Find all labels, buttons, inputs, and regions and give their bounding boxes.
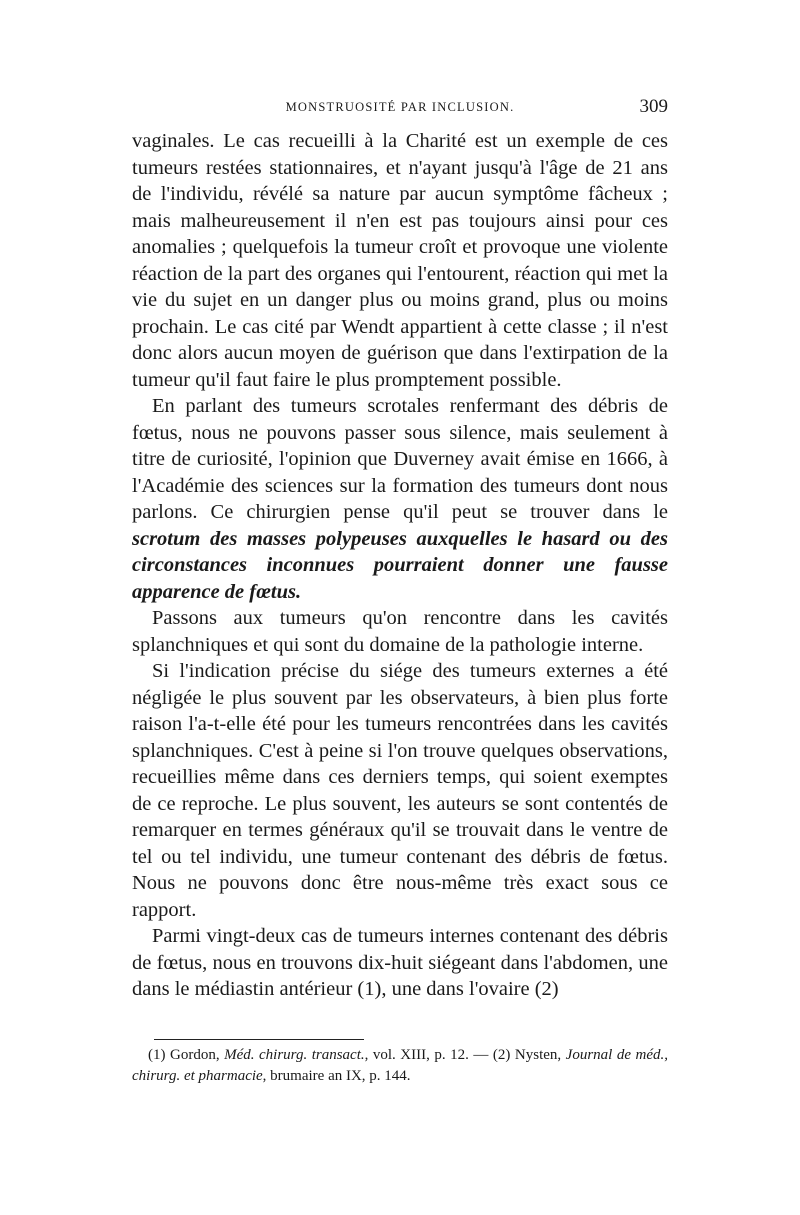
- paragraph-5: Parmi vingt-deux cas de tumeurs internes contenant des débris de fœtus, nous en trouvons dix-huit siégeant dans l'abdomen, une dans le médiastin antérieur (1), une dans l'ovaire (2): [132, 925, 668, 1000]
- footnotes: [132, 1045, 668, 1087]
- footnote-rule: [154, 1039, 364, 1040]
- footnote-1-source: Méd. chirurg. transact.: [224, 1047, 365, 1063]
- running-title: MONSTRUOSITÉ PAR INCLUSION.: [285, 100, 515, 114]
- paragraph-2: [132, 393, 668, 605]
- paragraph-1: vaginales. Le cas recueilli à la Charité est un exemple de ces tumeurs restées stationnaires, et n'ayant jusqu'à l'âge de 21 ans de l'individu, révélé sa nature par aucun symptôme fâcheux ; mais malheureusement il n'en est pas toujours ainsi pour ces anomalies ; quelquefois la tumeur croît et provoque une violente réaction de la part des organes qui l'entourent, réaction qui met la vie du sujet en un danger plus ou moins grand, plus ou moins prochain. Le cas cité par Wendt appartient à cette classe ; il n'est donc alors aucun moyen de guérison que dans l'extirpation de la tumeur qu'il faut faire le plus promptement possible.: [132, 130, 668, 391]
- footnote-block: [132, 1045, 668, 1087]
- page-number: 309: [639, 96, 668, 117]
- body-text: [132, 128, 668, 1003]
- footnote-1-prefix: (1) Gordon,: [148, 1047, 225, 1063]
- paragraph-4: Si l'indication précise du siége des tumeurs externes a été négligée le plus souvent par les observateurs, à bien plus forte raison l'a-t-elle été pour les tumeurs rencontrées dans les cavités splanchniques. C'est à peine si l'on trouve quelques observations, recueillies même dans ces derniers temps, qui soient exemptes de ce reproche. Le plus souvent, les auteurs se sont contentés de remarquer en termes généraux qu'il se trouvait dans le ventre de tel ou tel individu, une tumeur contenant des débris de fœtus. Nous ne pouvons donc être nous-même très exact sous ce rapport.: [132, 660, 668, 921]
- footnote-1-ref: , vol. XIII, p. 12. — (2) Nysten,: [364, 1047, 566, 1063]
- page-header: [132, 96, 668, 122]
- paragraph-3: Passons aux tumeurs qu'on rencontre dans les cavités splanchniques et qui sont du domaine de la pathologie interne.: [132, 607, 668, 656]
- footnote-2-ref: , brumaire an IX, p. 144.: [262, 1068, 411, 1084]
- footnote-2-source: Journal de méd., chirurg. et pharmacie: [132, 1047, 668, 1084]
- paragraph-2-text: En parlant des tumeurs scrotales renfermant des débris de fœtus, nous ne pouvons passer sous silence, mais seulement à titre de curiosité, l'opinion que Duverney avait émise en 1666, à l'Académie des sciences sur la formation des tumeurs dont nous parlons. Ce chirurgien pense qu'il peut se trouver dans le: [132, 395, 668, 523]
- paragraph-2-italic: scrotum des masses polypeuses auxquelles le hasard ou des circonstances inconnues pourraient donner une fausse apparence de fœtus.: [132, 527, 668, 603]
